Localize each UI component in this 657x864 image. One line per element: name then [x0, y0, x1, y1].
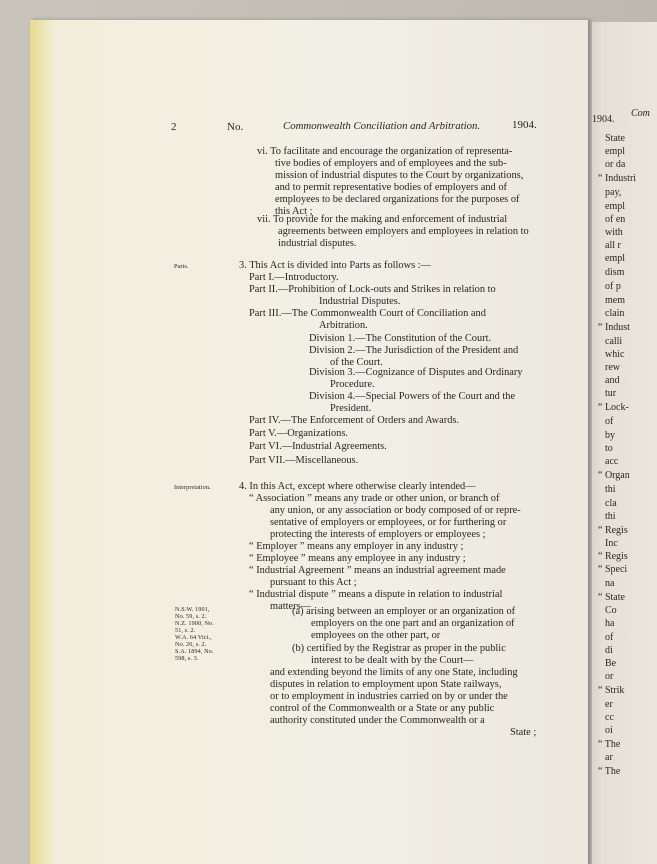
facing-page-line: of [605, 416, 614, 427]
parts-line: Division 1.—The Constitution of the Court. [309, 333, 492, 344]
parts-line: Part IV.—The Enforcement of Orders and Awards. [249, 415, 460, 426]
facing-page-line: empl [605, 146, 625, 157]
facing-page-line: “ Lock- [598, 402, 629, 413]
parts-line: Procedure. [330, 379, 375, 390]
definition-line: (a) arising between an employer or an organization of [292, 606, 516, 617]
objects-line: vii. To provide for the making and enforcement of industrial [257, 214, 508, 225]
definition-line: “ Employer ” means any employer in any industry ; [249, 541, 464, 552]
citation-note-line: 51, s. 2. [175, 627, 196, 634]
definition-line: pursuant to this Act ; [270, 577, 357, 588]
bill-number-label: No. [227, 121, 244, 133]
facing-page-line: clain [605, 308, 625, 319]
facing-page-line: of en [605, 214, 626, 225]
section-3-intro: 3. This Act is divided into Parts as follows :— [239, 260, 432, 271]
definition-line: employees on the other part, or [311, 630, 441, 641]
citation-note-line: 598, s. 3. [175, 655, 199, 662]
margin-note-parts: Parts. [174, 263, 189, 270]
facing-page-line: rew [605, 362, 620, 373]
definition-line: State ; [510, 727, 537, 738]
facing-page-line: “ Regis [598, 525, 628, 536]
facing-page-line: cla [605, 498, 617, 509]
facing-page-line: or [605, 671, 614, 682]
facing-page-line: di [605, 645, 613, 656]
facing-page-line: “ Organ [598, 470, 630, 481]
definition-line: employers on the one part and an organization of [311, 618, 515, 629]
facing-page-line: Be [605, 658, 617, 669]
facing-page-line: acc [605, 456, 619, 467]
facing-page-line: “ Industri [598, 173, 637, 184]
facing-page-line: “ Strik [598, 685, 625, 696]
parts-line: Arbitration. [319, 320, 368, 331]
objects-line: agreements between employers and employees in relation to [278, 226, 529, 237]
parts-line: President. [330, 403, 372, 414]
facing-page-line: thi [605, 484, 616, 495]
page-number: 2 [171, 121, 177, 133]
facing-page-line: ha [605, 618, 615, 629]
definition-line: and extending beyond the limits of any one State, including [270, 667, 518, 678]
definition-line: “ Industrial dispute ” means a dispute in relation to industrial [249, 589, 503, 600]
parts-line: Part V.—Organizations. [249, 428, 348, 439]
facing-page-line: empl [605, 253, 625, 264]
facing-page-year: 1904. [592, 114, 615, 125]
margin-note-interpretation: Interpretation. [174, 484, 211, 491]
definition-line: “ Association ” means any trade or other union, or branch of [249, 493, 500, 504]
definition-line: any union, or any association or body composed of or repre- [270, 505, 521, 516]
facing-page-line: cc [605, 712, 614, 723]
objects-line: and to permit representative bodies of employers and of [275, 182, 507, 193]
facing-page-line: State [605, 133, 625, 144]
citation-note-line: N.S.W. 1901, [175, 606, 210, 613]
definition-line: disputes in relation to employment upon State railways, [270, 679, 502, 690]
facing-page-line: to [605, 443, 613, 454]
objects-line: tive bodies of employers and of employees and the sub- [275, 158, 507, 169]
definition-line: control of the Commonwealth or a State or any public [270, 703, 495, 714]
definition-line: matters— [270, 601, 311, 612]
parts-line: Part I.—Introductory. [249, 272, 339, 283]
definition-line: “ Industrial Agreement ” means an industrial agreement made [249, 565, 506, 576]
facing-page-line: dism [605, 267, 625, 278]
citation-note-line: W.A. 64 Vict., [175, 634, 212, 641]
definition-line: 4. In this Act, except where otherwise clearly intended— [239, 481, 476, 492]
citation-note-line: S.A. 1894, No. [175, 648, 214, 655]
facing-page-line: na [605, 578, 615, 589]
facing-page-line: “ Indust [598, 322, 630, 333]
parts-line: Division 3.—Cognizance of Disputes and Ordinary [309, 367, 523, 378]
facing-page-line: by [605, 430, 615, 441]
citation-note-line: No. 20, s. 2. [175, 641, 207, 648]
facing-page-line: empl [605, 201, 625, 212]
facing-page-line: “ Speci [598, 564, 628, 575]
definition-line: interest to be dealt with by the Court— [311, 655, 474, 666]
definition-line: “ Employee ” means any employee in any industry ; [249, 553, 466, 564]
objects-line: vi. To facilitate and encourage the organization of representa- [257, 146, 513, 157]
citation-note-line: No. 59, s. 2. [175, 613, 207, 620]
definition-line: or to employment in industries carried on by or under the [270, 691, 508, 702]
objects-line: mission of industrial disputes to the Court by organizations, [275, 170, 524, 181]
definition-line: (b) certified by the Registrar as proper in the public [292, 643, 506, 654]
parts-line: of the Court. [330, 357, 383, 368]
definition-line: protecting the interests of employers or employees ; [270, 529, 486, 540]
facing-page-line: “ The [598, 739, 621, 750]
facing-page-line: of [605, 632, 614, 643]
facing-page-line: whic [605, 349, 625, 360]
facing-page-line: Inc [605, 538, 618, 549]
parts-line: Division 2.—The Jurisdiction of the President and [309, 345, 519, 356]
facing-page-line: “ Regis [598, 551, 628, 562]
objects-line: employees to be declared organizations for the purposes of [275, 194, 520, 205]
facing-page-title: Com [631, 108, 650, 119]
parts-line: Part VII.—Miscellaneous. [249, 455, 359, 466]
running-title: Commonwealth Conciliation and Arbitration. [283, 120, 481, 132]
facing-page-line: of p [605, 281, 621, 292]
facing-page-line: thi [605, 511, 616, 522]
facing-page-line: all r [605, 240, 621, 251]
citation-note-line: N.Z. 1900, No. [175, 620, 214, 627]
facing-page-line: with [605, 227, 623, 238]
objects-line: industrial disputes. [278, 238, 357, 249]
facing-page-line: “ The [598, 766, 621, 777]
definition-line: authority constituted under the Commonwealth or a [270, 715, 485, 726]
facing-page-line: mem [605, 295, 625, 306]
parts-line: Industrial Disputes. [319, 296, 401, 307]
facing-page-line: “ State [598, 592, 625, 603]
facing-page-line: calli [605, 336, 623, 347]
facing-page-line: er [605, 699, 613, 710]
facing-page-line: pay, [605, 187, 622, 198]
header-year: 1904. [512, 119, 537, 131]
parts-line: Part VI.—Industrial Agreements. [249, 441, 387, 452]
facing-page-line: ar [605, 752, 613, 763]
parts-line: Division 4.—Special Powers of the Court and the [309, 391, 516, 402]
facing-page-line: oi [605, 725, 613, 736]
facing-page-line: Co [605, 605, 617, 616]
definition-line: sentative of employers or employees, or for furthering or [270, 517, 507, 528]
facing-page-line: and [605, 375, 620, 386]
parts-line: Part II.—Prohibition of Lock-outs and Strikes in relation to [249, 284, 496, 295]
objects-line: this Act ; [275, 206, 313, 217]
facing-page-line: tur [605, 388, 617, 399]
parts-line: Part III.—The Commonwealth Court of Conciliation and [249, 308, 486, 319]
facing-page-line: or da [605, 159, 626, 170]
